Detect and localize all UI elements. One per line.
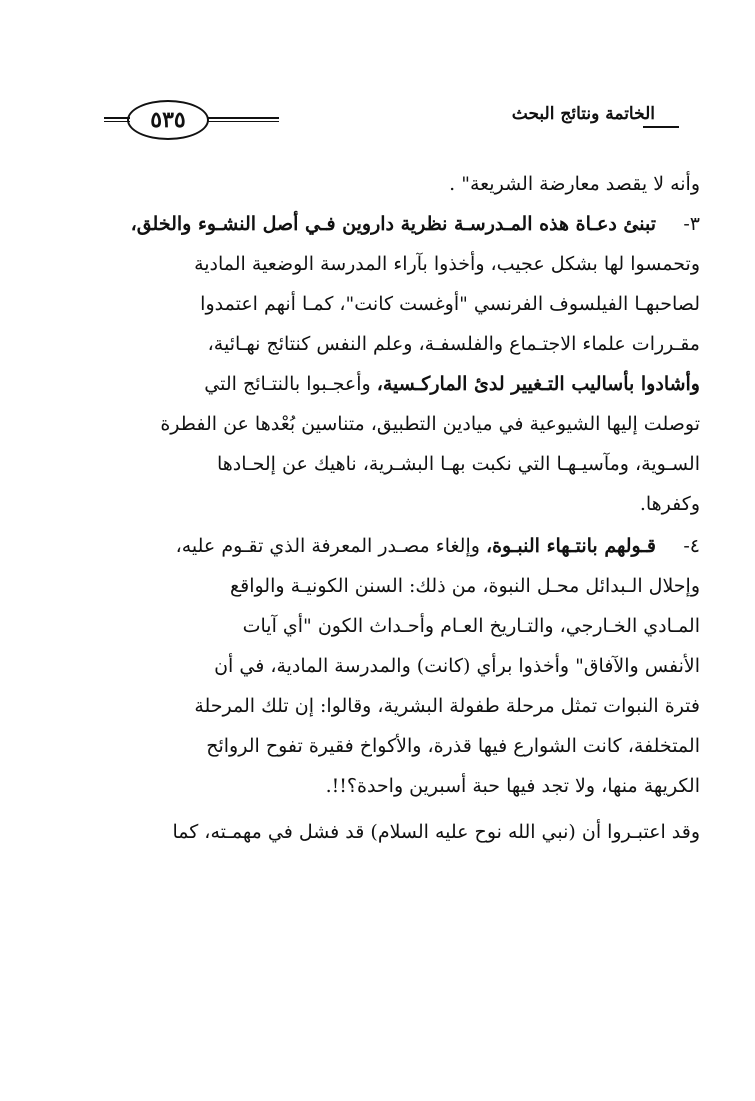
text-line: مقـررات علماء الاجتـماع والفلسفـة، وعلم النفس كنتائج نهـائية، [207,333,700,355]
header-rule-middle-thin [207,121,279,122]
list-item-4 [100,526,700,806]
item-number: ٣- [683,213,700,235]
text-line: الأنفس والآفاق" وأخذوا برأي (كانت) والمدرسة المادية، في أن [214,655,700,677]
text-line: المتخلفة، كانت الشوارع فيها قذرة، والأكواخ فقيرة تفوح الروائح [206,735,700,757]
text-line: وتحمسوا لها بشكل عجيب، وأخذوا بآراء المدرسة الوضعية المادية [194,253,700,275]
text-span: وأعجـبوا بالنتـائج التي [204,373,377,395]
page-number: ٥٣٥ [127,100,209,140]
intro-line: وأنه لا يقصد معارضة الشريعة" . [449,173,700,195]
page-header [0,90,755,150]
text-line: لصاحبهـا الفيلسوف الفرنسي "أوغست كانت"، كمـا أنهم اعتمدوا [200,293,700,315]
text-line: المـادي الخـارجي، والتـاريخ العـام وأحـداث الكون "أي آيات [242,615,700,637]
item-heading: تبنئ دعـاة هذه المـدرسـة نظرية داروين فـي أصل النشـوء والخلق، [130,213,656,235]
item-number: ٤- [683,535,700,557]
text-span: وإلغاء مصـدر المعرفة الذي تقـوم عليه، [175,535,486,557]
text-line: السـوية، ومآسيـهـا التي نكبت بهـا البشـرية، ناهيك عن إلحـادها [216,453,700,475]
text-line: الكريهة منها، ولا تجد فيها حبة أسبرين واحدة؟!!. [325,775,700,797]
closing-line: وقد اعتبـروا أن (نبي الله نوح عليه السلام) قد فشل في مهمـته، كما [172,821,700,843]
list-item-3 [100,204,700,524]
text-line: وإحلال الـبدائل محـل النبوة، من ذلك: السنن الكونيـة والواقع [230,575,700,597]
running-title-underline [643,126,679,128]
item-heading: قـولهم بانتـهاء النبـوة، [485,535,656,557]
text-line: فترة النبوات تمثل مرحلة طفولة البشرية، وقالوا: إن تلك المرحلة [194,695,700,717]
text-line: وكفرها. [639,493,700,515]
header-rule-middle [207,117,279,119]
text-line: توصلت إليها الشيوعية في ميادين التطبيق، متناسين بُعْدها عن الفطرة [160,413,700,435]
body-text [100,164,700,852]
running-title: الخاتمة ونتائج البحث [511,104,655,124]
bold-phrase: وأشادوا بأساليب التـغيير لدئ الماركـسية، [376,373,700,395]
